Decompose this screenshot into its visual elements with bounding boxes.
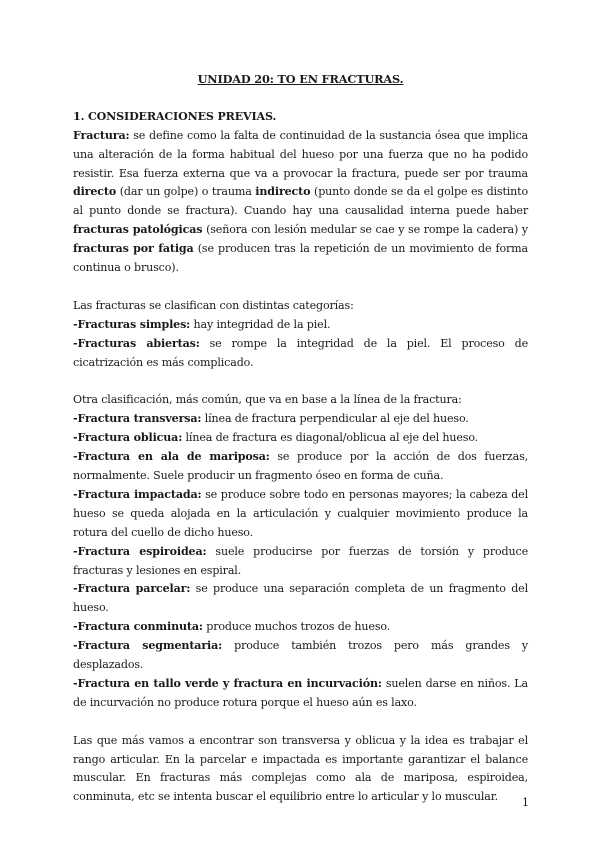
page-number: 1 bbox=[522, 796, 529, 809]
list-item: -Fracturas simples: hay integridad de la piel. bbox=[73, 317, 331, 331]
section-heading: 1. CONSIDERACIONES PREVIAS. bbox=[73, 109, 277, 123]
list-item: -Fractura parcelar: se produce una separación completa de un fragmento del hueso. bbox=[73, 582, 528, 615]
list-item: -Fractura segmentaria: produce también trozos pero más grandes y desplazados. bbox=[73, 639, 529, 672]
closing-paragraph: Las que más vamos a encontrar son transversa y oblicua y la idea es trabajar el rango articular. En la parcelar e impactada es importante garantizar el balance muscular. En fracturas más complejas como ala de mariposa, espiroidea, conminuta, etc se intenta buscar el equilibrio entre lo articular y lo muscular. bbox=[73, 733, 528, 804]
document-page bbox=[73, 70, 528, 807]
paragraph-fractura: Fractura: se define como la falta de continuidad de la sustancia ósea que implica una alteración de la forma habitual del hueso por una fuerza que no ha podido resistir. Esa fuerza externa que va a provocar la fractura, puede ser por trauma directo (dar un golpe) o trauma indirecto (punto donde se da el golpe es distinto al punto donde se fractura). Cuando hay una causalidad interna puede haber fracturas patológicas (señora con lesión medular se cae y se rompe la cadera) y fracturas por fatiga (se producen tras la repetición de un movimiento de forma continua o brusco). bbox=[73, 128, 528, 275]
list-item: -Fractura espiroidea: suele producirse por fuerzas de torsión y produce fracturas y lesiones en espiral. bbox=[73, 544, 528, 577]
page-title: UNIDAD 20: TO EN FRACTURAS. bbox=[197, 72, 404, 86]
list-item: -Fractura impactada: se produce sobre todo en personas mayores; la cabeza del hueso se queda alojada en la articulación y cualquier movimiento produce la rotura del cuello de dicho hueso. bbox=[73, 487, 528, 539]
list-item: -Fractura en ala de mariposa: se produce por la acción de dos fuerzas, normalmente. Suele producir un fragmento óseo en forma de cuña. bbox=[73, 450, 528, 482]
list-item: -Fractura en tallo verde y fractura en incurvación: suelen darse en niños. La de incurvación no produce rotura porque el hueso aún es laxo. bbox=[73, 676, 528, 709]
list-item: -Fractura transversa: línea de fractura perpendicular al eje del hueso. bbox=[73, 412, 469, 426]
classification-intro: Las fracturas se clasifican con distintas categorías: bbox=[73, 298, 354, 312]
list-item: -Fracturas abiertas: se rompe la integridad de la piel. El proceso de cicatrización es más complicado. bbox=[73, 336, 528, 369]
list-item: -Fractura conminuta: produce muchos trozos de hueso. bbox=[73, 620, 391, 634]
term-fractura: Fractura: bbox=[73, 128, 130, 142]
classification-intro-2: Otra clasificación, más común, que va en base a la línea de la fractura: bbox=[73, 393, 462, 407]
list-item: -Fractura oblicua: línea de fractura es diagonal/oblicua al eje del hueso. bbox=[73, 431, 479, 445]
